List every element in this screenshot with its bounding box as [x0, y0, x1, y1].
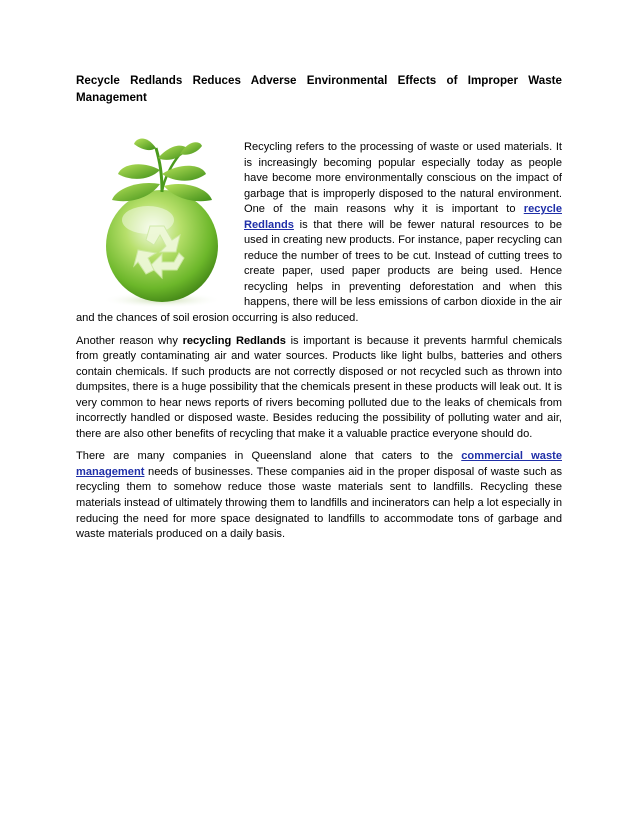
paragraph-2 [76, 334, 562, 443]
commercial-waste-management-link[interactable]: commercial waste management [76, 450, 562, 478]
recycling-redlands-keyword: recycling Redlands [182, 334, 286, 347]
recycle-globe-icon [76, 134, 244, 310]
paragraph-3-text-a: There are many companies in Queensland alone that caters to the [76, 450, 462, 463]
document-body [76, 140, 562, 550]
paragraph-1-text-a: Recycling refers to the processing of waste or used materials. It is increasingly becoming popular especially today as people have become more environmentally conscious on the impact of garbage that is improperly disposed to the natural environment. One of the main reasons why it is important to [244, 141, 562, 216]
paragraph-2-text-b: is important is because it prevents harmful chemicals from greatly contaminating air and water sources. Products like light bulbs, batteries and others contain chemicals. If such products are not correctly disposed or not recycled such as thrown into dumpsites, there is a huge possibility that the chemicals present in these products will leak out. It is very common to hear news reports of rivers becoming polluted due to the leaks of chemicals from incorrectly handled or disposed waste. Besides reducing the possibility of polluting water and air, there are also other benefits of recycling that make it a valuable practice everyone should do. [76, 334, 562, 440]
recycle-redlands-link[interactable]: recycle Redlands [244, 203, 562, 231]
paragraph-1-text-b: is that there will be fewer natural resources to be used in creating new products. For instance, paper recycling can reduce the number of trees to be cut. Instead of cutting trees to create paper, used paper products are being used. Hence recycling helps in preventing deforestation and when this happens, there will be less emissions of carbon dioxide in the air and the chances of soil erosion occurring is also reduced. [76, 218, 562, 325]
paragraph-3-text-b: needs of businesses. These companies aid in the proper disposal of waste such as recycling them to somehow reduce those waste materials sent to landfills. Recycling these materials instead of ultimately throwing them to landfills and incinerators can help a lot especially in reducing the need for more space designated to landfills to accommodate tons of garbage and waste materials produced on a daily basis. [76, 465, 562, 541]
paragraph-2-text-a: Another reason why [76, 334, 183, 347]
paragraph-3 [76, 449, 562, 542]
document-title: Recycle Redlands Reduces Adverse Environmental Effects of Improper Waste Management [76, 74, 562, 104]
